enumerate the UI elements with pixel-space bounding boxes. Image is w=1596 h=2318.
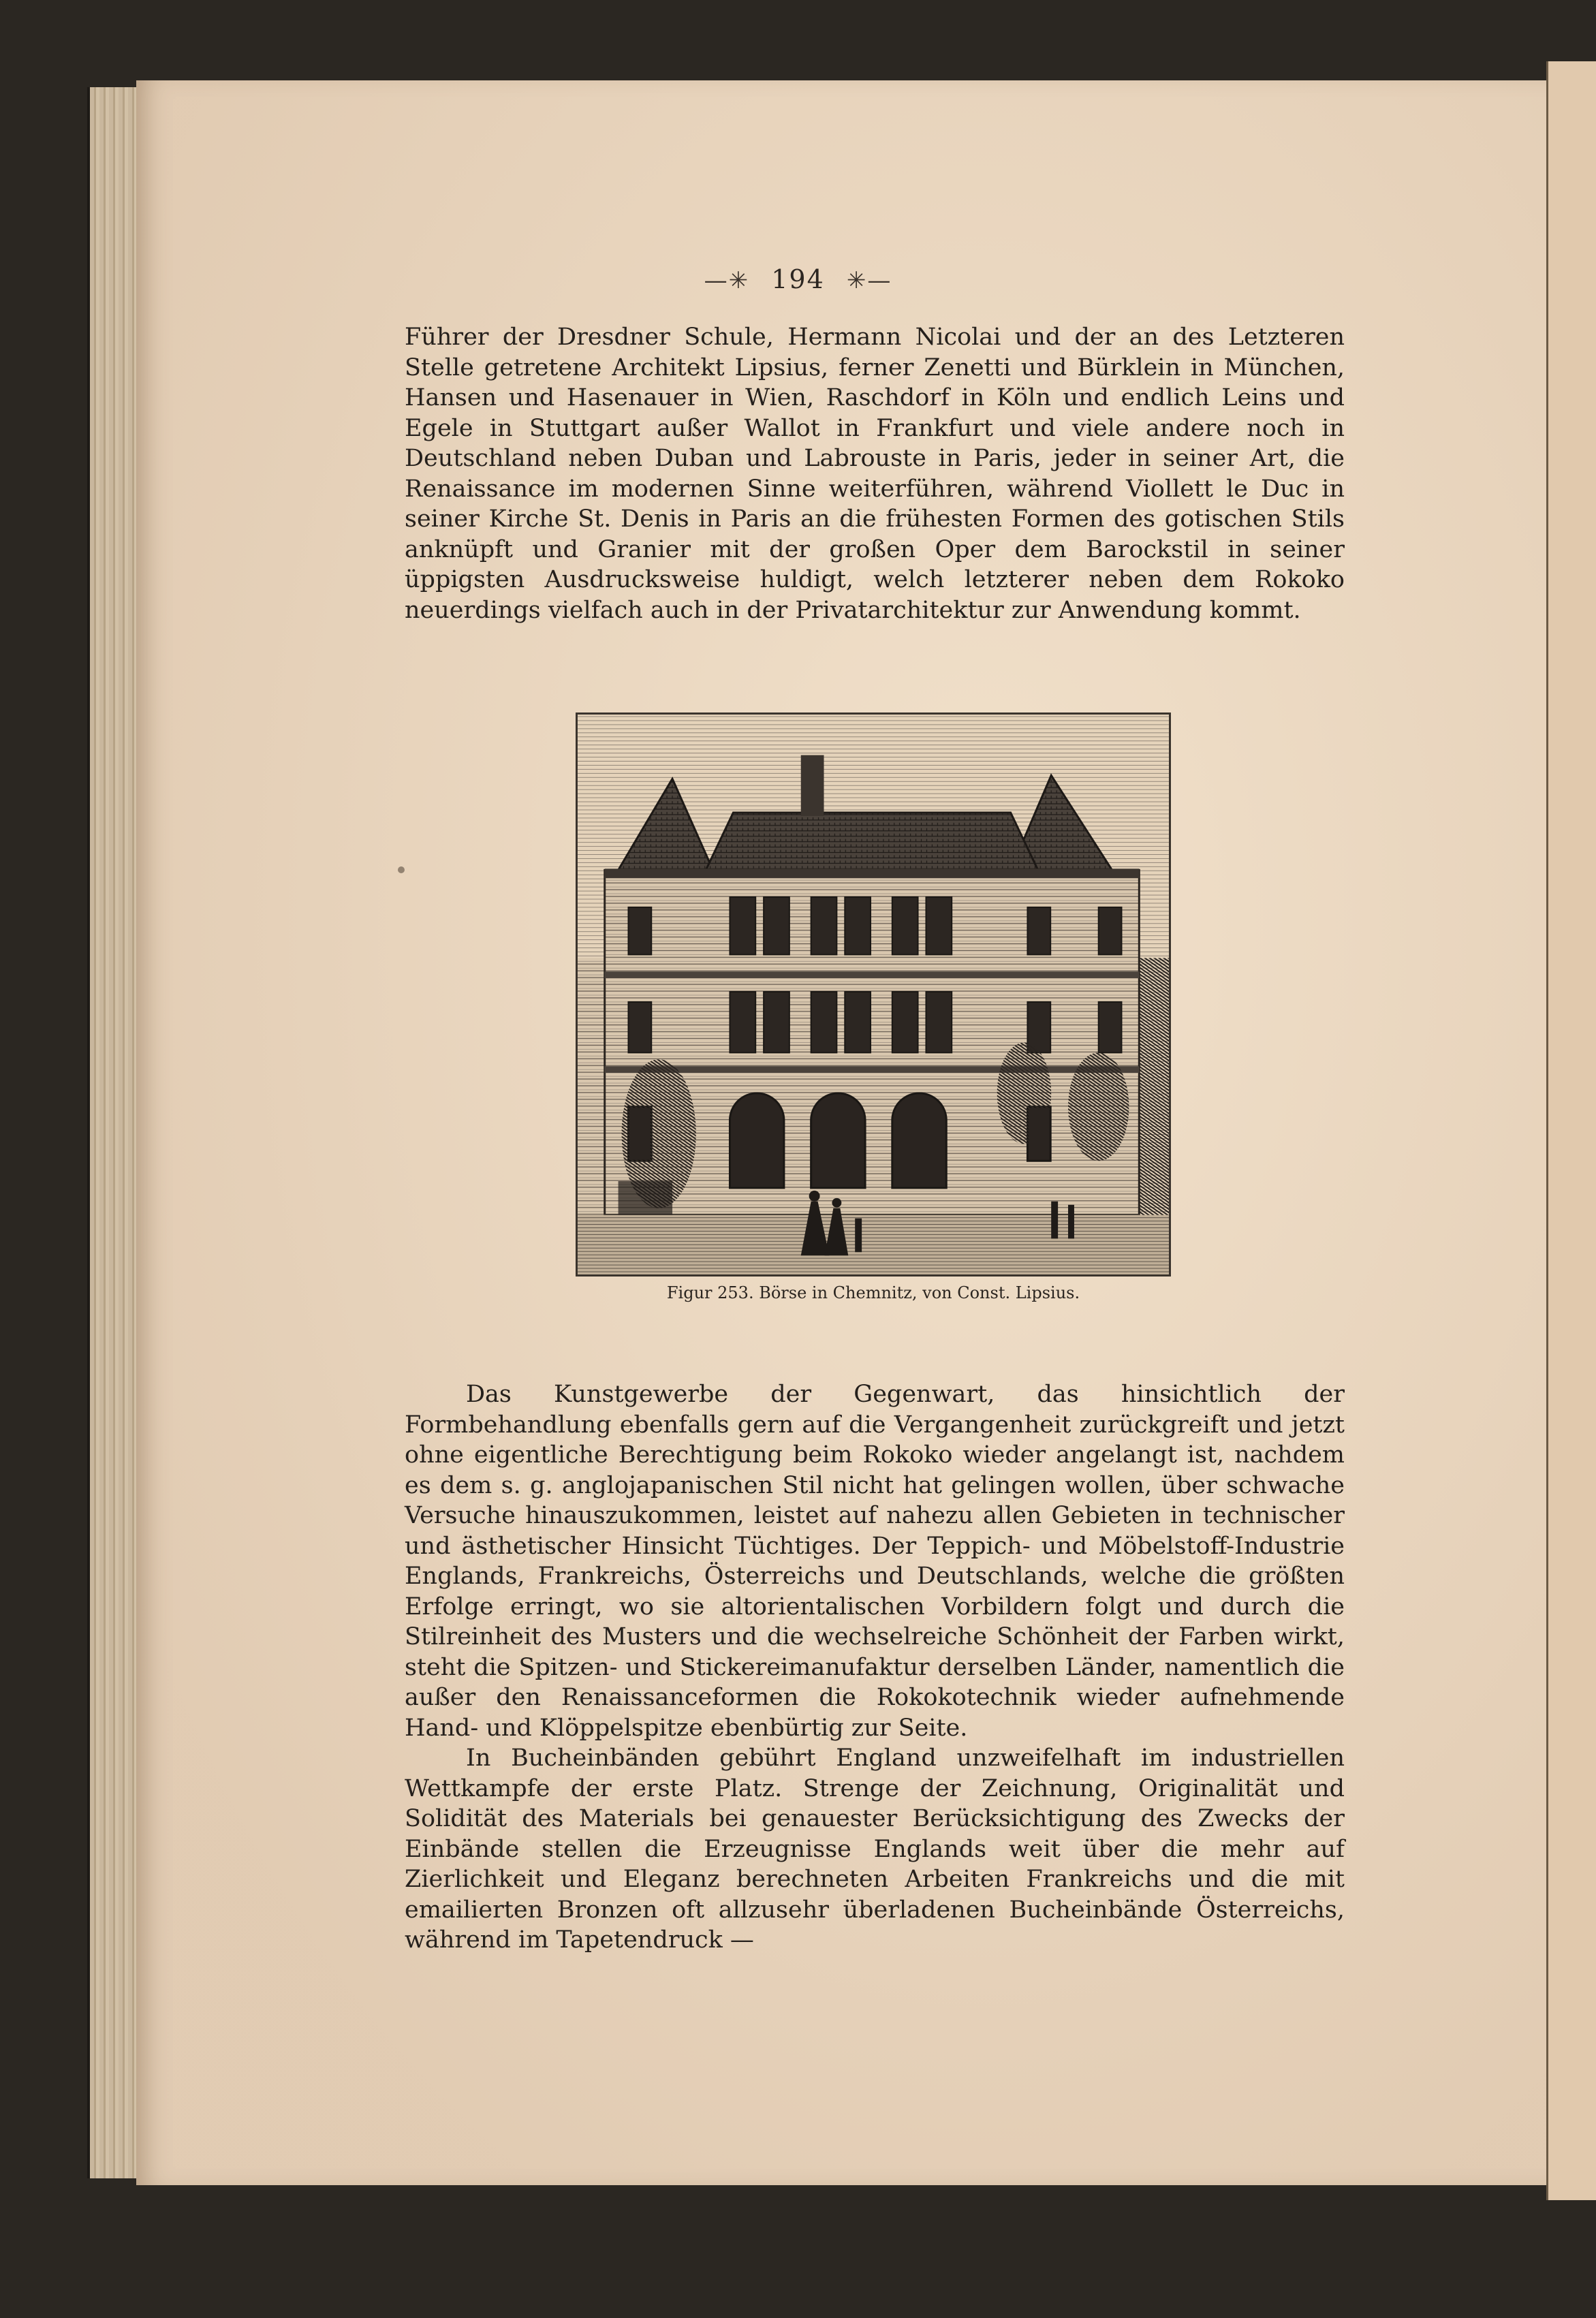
- text-block-top: [405, 322, 1345, 625]
- facing-page-edge: [1546, 61, 1596, 2200]
- page-number-header: [0, 264, 1596, 294]
- building-engraving: [578, 715, 1169, 1274]
- folio-ornament-right: ✳—: [846, 267, 892, 294]
- page-number: 194: [771, 264, 825, 294]
- ink-speck: [398, 866, 405, 873]
- figure-caption: Figur 253. Börse in Chemnitz, von Const. Lipsius.: [666, 1283, 1080, 1302]
- text-block-bottom: [405, 1379, 1345, 1956]
- figure-engraving: [576, 712, 1171, 1277]
- paragraph: Führer der Dresdner Schule, Hermann Nicolai und der an des Letzteren Stelle getretene Architekt Lipsius, ferner Zenetti und Bürklein in München, Hansen und Hasenauer in Wien, Raschdorf in Köln und endlich Leins und Egele in Stuttgart außer Wallot in Frankfurt und viele andere noch in Deutschland neben Duban und Labrouste in Paris, jeder in seiner Art, die Renaissance im modernen Sinne weiterführen, während Viollett le Duc in seiner Kirche St. Denis in Paris an die frühesten Formen des gotischen Stils anknüpft und Granier mit der großen Oper dem Barockstil in seiner üppigsten Ausdrucksweise huldigt, welch letzterer neben dem Rokoko neuerdings vielfach auch in der Privatarchitektur zur Anwendung kommt.: [405, 324, 1345, 624]
- folio-ornament-left: —✳: [704, 267, 750, 294]
- paragraph: Das Kunstgewerbe der Gegenwart, das hinsichtlich der Formbehandlung ebenfalls gern auf die Vergangenheit zurückgreift und jetzt ohne eigentliche Berechtigung beim Rokoko wieder angelangt ist, nachdem es dem s. g. anglojapanischen Stil nicht hat gelingen wollen, über schwache Versuche hinauszukommen, leistet auf nahezu allen Gebieten in technischer und ästhetischer Hinsicht Tüchtiges. Der Teppich- und Möbelstoff-Industrie Englands, Frankreichs, Österreichs und Deutschlands, welche die größten Erfolge erringt, wo sie altorientalischen Vorbildern folgt und durch die Stilreinheit des Musters und die wechselreiche Schönheit der Farben wirkt, steht die Spitzen- und Stickereimanufaktur derselben Länder, namentlich die außer den Renaissanceformen die Rokokotechnik wieder aufnehmende Hand- und Klöppelspitze ebenbürtig zur Seite.: [405, 1381, 1345, 1742]
- paragraph: In Bucheinbänden gebührt England unzweifelhaft im industriellen Wettkampfe der erste Platz. Strenge der Zeichnung, Originalität und Solidität des Materials bei genauester Berücksichtigung des Zwecks der Einbände stellen die Erzeugnisse Englands weit über die mehr auf Zierlichkeit und Eleganz berechneten Arbeiten Frankreichs und die mit emailierten Bronzen oft allzusehr überladenen Bucheinbände Österreichs, während im Tapetendruck —: [405, 1744, 1345, 1954]
